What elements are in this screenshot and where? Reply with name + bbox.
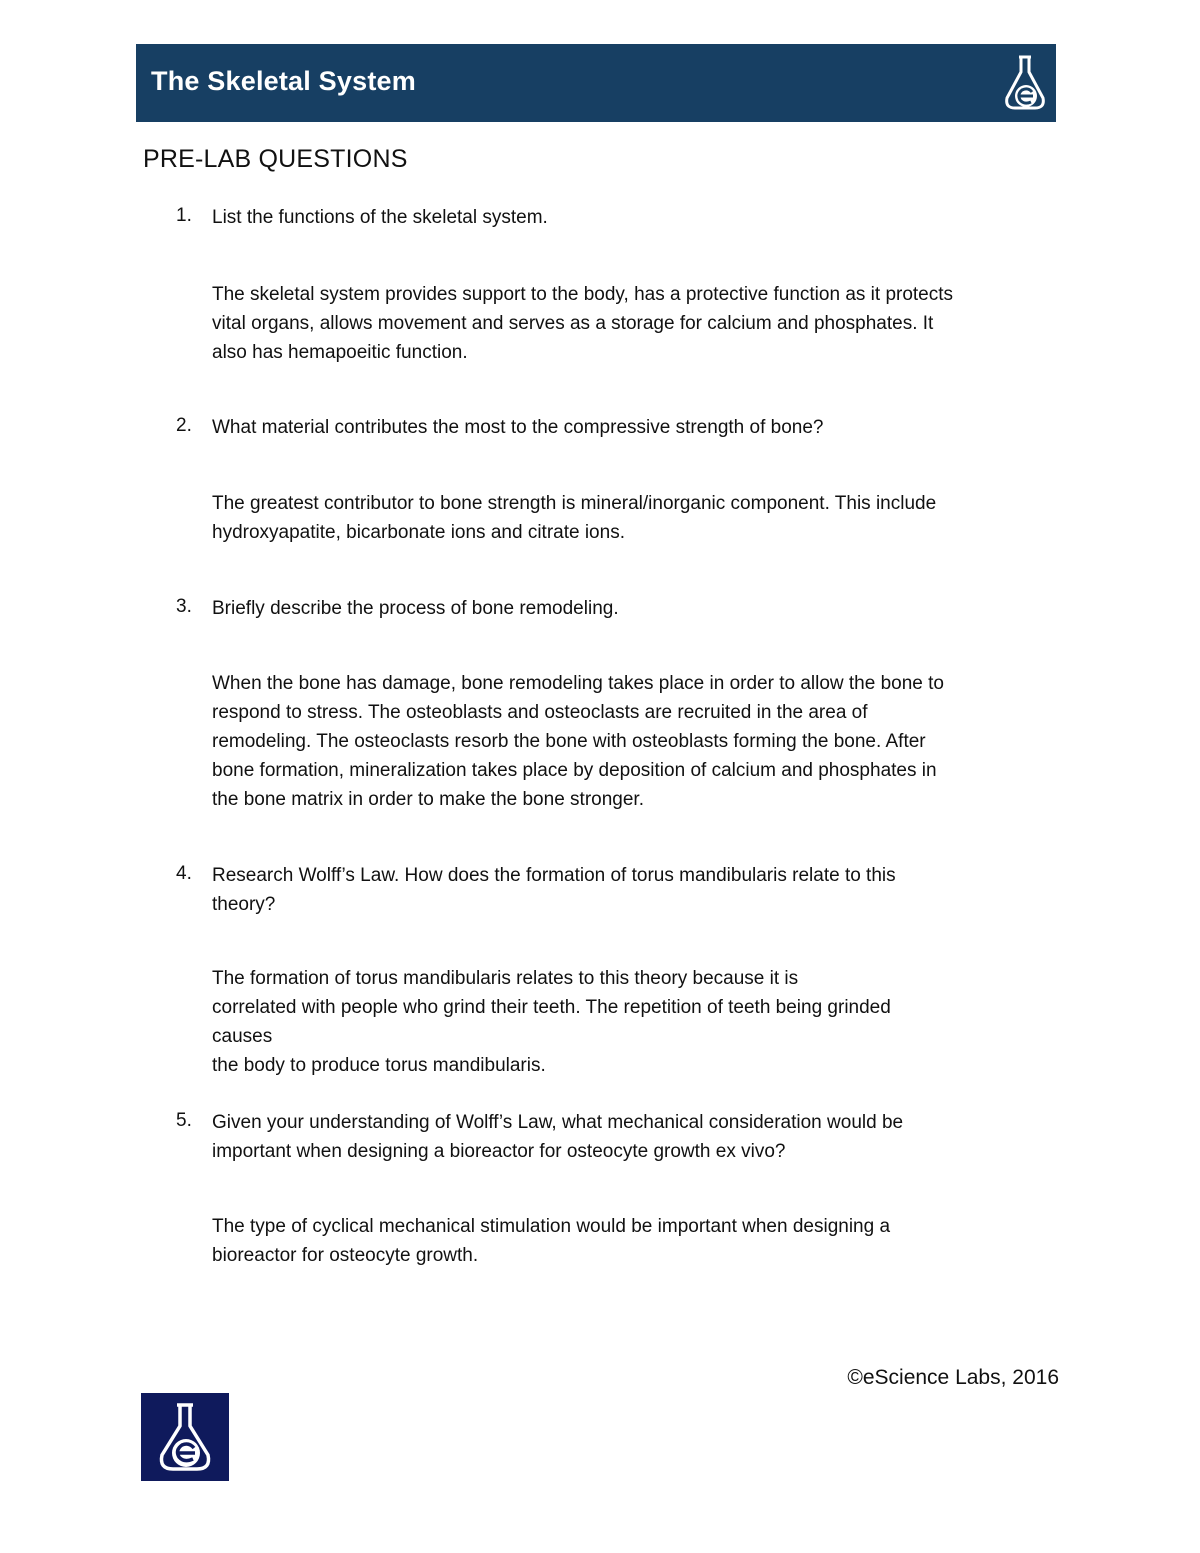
header-banner [136, 44, 1056, 122]
question-text [212, 413, 1062, 442]
answer-line: vital organs, allows movement and serves as a storage for calcium and phosphates. It [212, 313, 934, 334]
question-text [212, 1108, 1062, 1166]
question-line: What material contributes the most to the compressive strength of bone? [212, 417, 824, 438]
question-line: Research Wolff’s Law. How does the formation of torus mandibularis relate to this [212, 865, 896, 886]
answer-line: bone formation, mineralization takes place by deposition of calcium and phosphates in [212, 760, 937, 781]
answer-line: the body to produce torus mandibularis. [212, 1055, 546, 1076]
question-number: 4. [176, 863, 192, 884]
question-number: 1. [176, 205, 192, 226]
question-text [212, 594, 1062, 623]
question-text [212, 203, 1062, 232]
footer-logo [141, 1393, 229, 1481]
answer-line: correlated with people who grind their teeth. The repetition of teeth being grinded [212, 997, 891, 1018]
answer-line: The greatest contributor to bone strength is mineral/inorganic component. This include [212, 493, 937, 514]
answer-line: The formation of torus mandibularis relates to this theory because it is [212, 968, 799, 989]
section-heading: PRE-LAB QUESTIONS [143, 145, 408, 173]
answer-line: hydroxyapatite, bicarbonate ions and citrate ions. [212, 522, 625, 543]
answer-text [212, 1212, 1062, 1270]
answer-line: The type of cyclical mechanical stimulation would be important when designing a [212, 1216, 891, 1237]
question-line: theory? [212, 894, 276, 915]
answer-text [212, 669, 1062, 814]
question-number: 3. [176, 596, 192, 617]
copyright-notice: ©eScience Labs, 2016 [847, 1366, 1059, 1389]
question-text [212, 861, 1062, 919]
escience-flask-icon [141, 1393, 229, 1481]
escience-flask-icon [1001, 54, 1049, 112]
page-title: The Skeletal System [151, 66, 416, 96]
answer-line: bioreactor for osteocyte growth. [212, 1245, 479, 1266]
answer-line: also has hemapoeitic function. [212, 342, 468, 363]
answer-line: causes [212, 1026, 273, 1047]
question-line: Given your understanding of Wolff’s Law, what mechanical consideration would be [212, 1112, 904, 1133]
answer-line: the bone matrix in order to make the bone stronger. [212, 789, 644, 810]
question-number: 5. [176, 1110, 192, 1131]
answer-line: respond to stress. The osteoblasts and osteoclasts are recruited in the area of [212, 702, 868, 723]
question-line: Briefly describe the process of bone remodeling. [212, 598, 619, 619]
answer-line: remodeling. The osteoclasts resorb the bone with osteoblasts forming the bone. After [212, 731, 926, 752]
answer-line: When the bone has damage, bone remodeling takes place in order to allow the bone to [212, 673, 944, 694]
question-line: List the functions of the skeletal system. [212, 207, 548, 228]
answer-line: The skeletal system provides support to the body, has a protective function as it protects [212, 284, 954, 305]
question-number: 2. [176, 415, 192, 436]
answer-text [212, 964, 1062, 1080]
answer-text [212, 489, 1062, 547]
question-line: important when designing a bioreactor for osteocyte growth ex vivo? [212, 1141, 786, 1162]
answer-text [212, 280, 1062, 367]
